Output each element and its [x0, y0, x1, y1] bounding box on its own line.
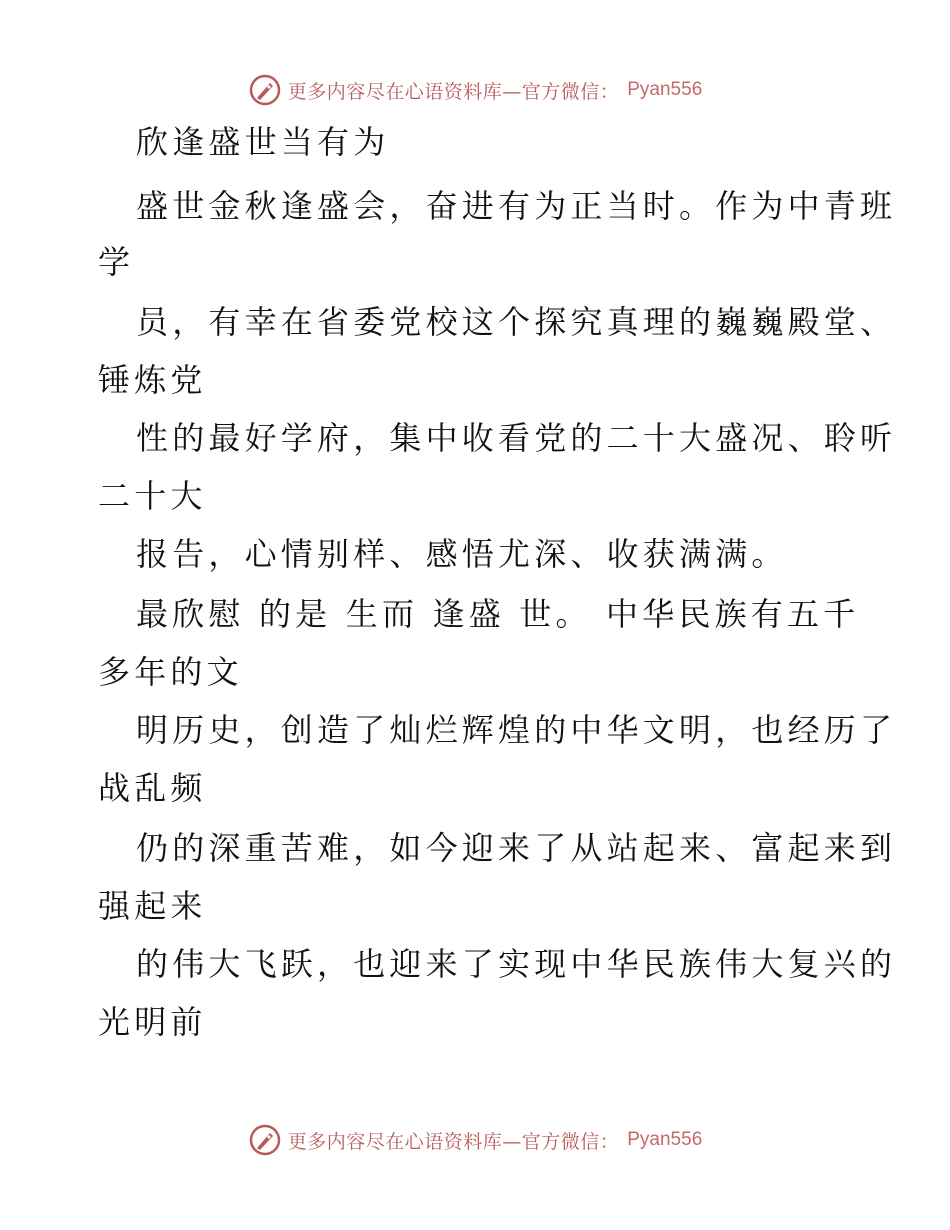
text-line: 锤炼党: [98, 361, 207, 399]
text-line: 报告，心情别样、感悟尤深、收获满满。: [136, 535, 788, 573]
text-line: 光明前: [98, 1003, 207, 1041]
footer-watermark: [0, 1120, 950, 1160]
text-line: 员，有幸在省委党校这个探究真理的巍巍殿堂、: [136, 303, 897, 341]
watermark-text: 更多内容尽在心语资料库—官方微信：: [287, 80, 620, 103]
text-line: 欣逢盛世当有为: [136, 123, 390, 161]
text-line: 的伟大飞跃，也迎来了实现中华民族伟大复兴的: [136, 945, 897, 983]
text-line: 多年的文: [98, 653, 243, 691]
text-line: 仍的深重苦难，如今迎来了从站起来、富起来到: [136, 829, 897, 867]
text-line: 强起来: [98, 887, 207, 925]
text-line: 明历史，创造了灿烂辉煌的中华文明，也经历了: [136, 711, 897, 749]
text-line: 盛世金秋逢盛会，奋进有为正当时。作为中青班: [136, 187, 897, 225]
pen-nib-logo-icon: [248, 1123, 282, 1157]
header-watermark: [0, 70, 950, 110]
text-line: 学: [98, 243, 135, 281]
watermark-wechat-handle: Pyan556: [627, 79, 703, 100]
watermark-wechat-handle: Pyan556: [627, 1129, 703, 1150]
pen-nib-logo-icon: [248, 73, 282, 107]
text-line: 性的最好学府，集中收看党的二十大盛况、聆听: [136, 419, 897, 457]
text-line: 最欣慰 的是 生而 逢盛 世。 中华民族有五千: [136, 595, 860, 633]
text-line: 战乱频: [98, 769, 207, 807]
text-line: 二十大: [98, 477, 207, 515]
watermark-text: 更多内容尽在心语资料库—官方微信：: [287, 1130, 620, 1153]
